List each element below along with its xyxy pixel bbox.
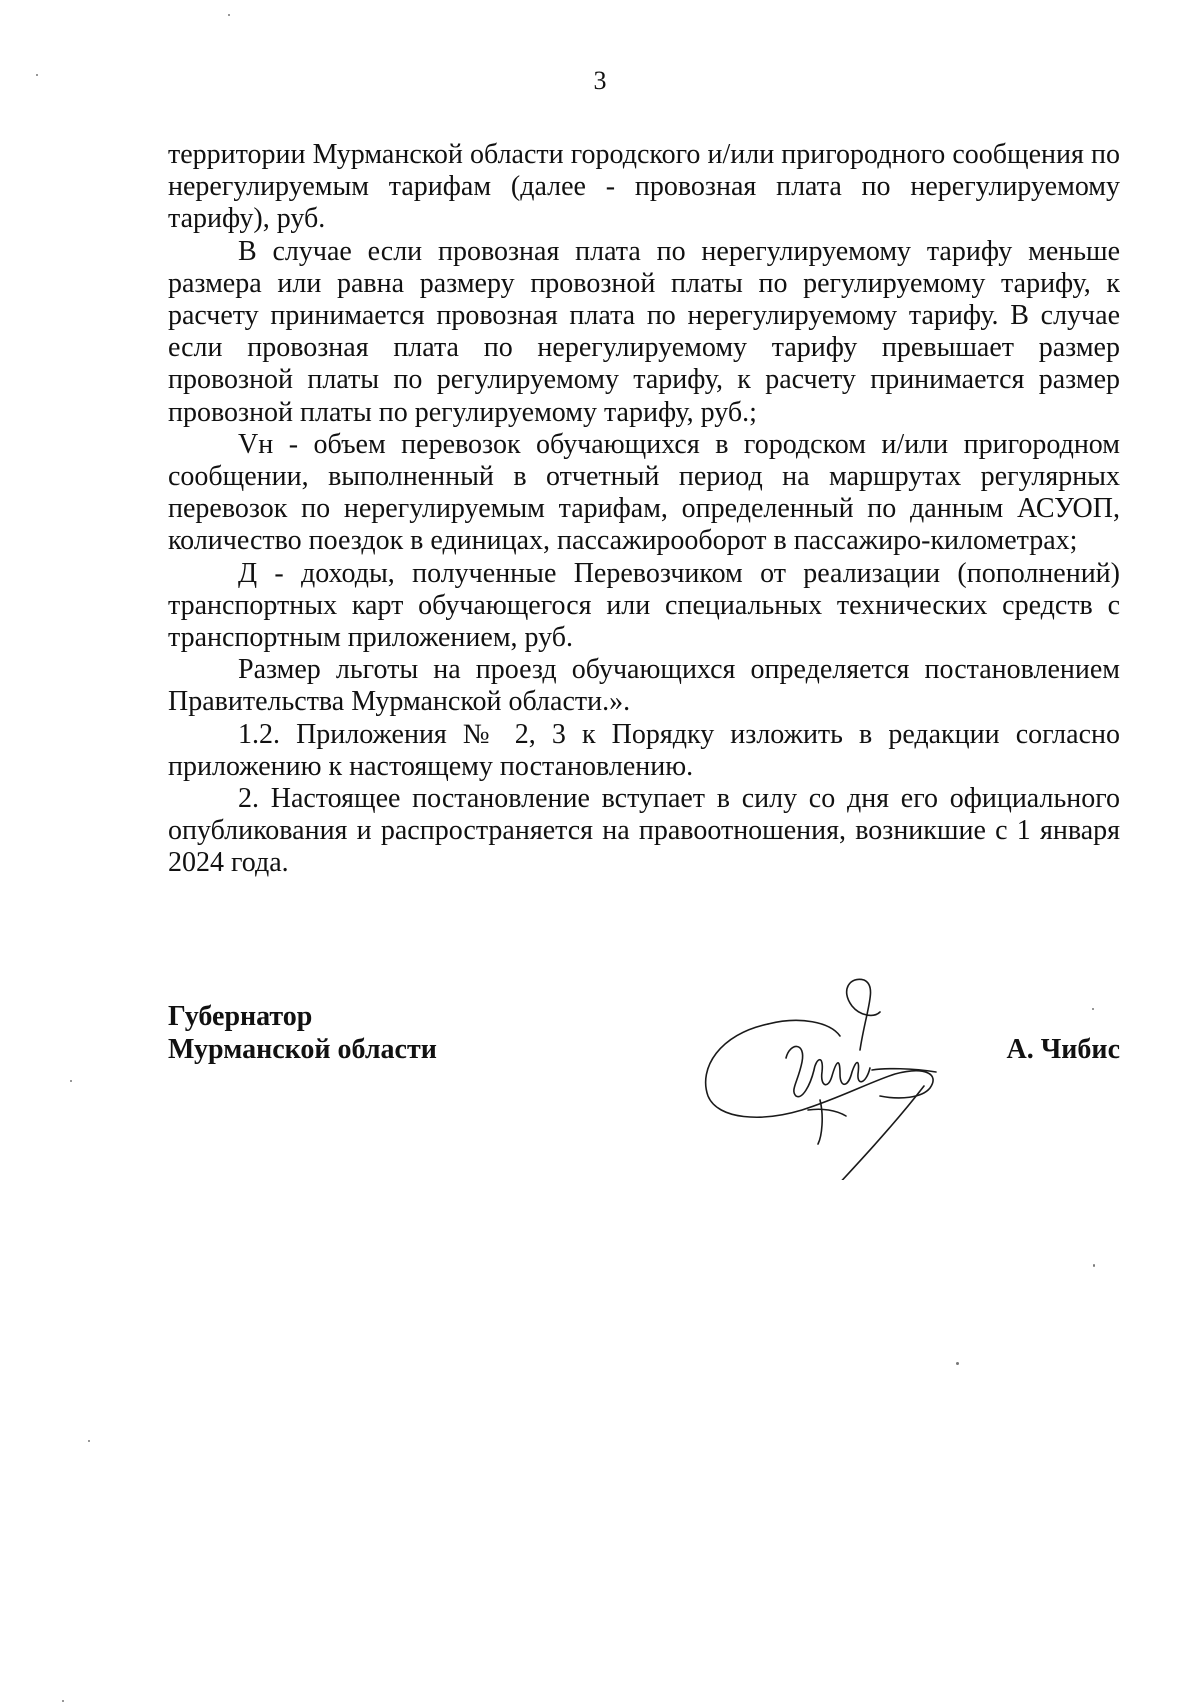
scan-speck — [62, 1700, 64, 1702]
signatory-title-line1: Губернатор — [168, 1001, 313, 1032]
scan-speck — [88, 1440, 90, 1442]
paragraph-clause-2: 2. Настоящее постановление вступает в силу со дня его официального опубликования и распространяется на правоотношения, возникшие с 1 января 2024 года. — [168, 783, 1120, 879]
paragraph-continuation: территории Мурманской области городского и/или пригородного сообщения по нерегулируемым тарифам (далее - провозная плата по нерегулируемому тарифу), руб. — [168, 139, 1120, 235]
document-body — [168, 139, 1120, 880]
signatory-name: А. Чибис — [1006, 1034, 1120, 1065]
handwritten-signature — [690, 950, 980, 1180]
paragraph-volume-definition: Vн - объем перевозок обучающихся в городском и/или пригородном сообщении, выполненный в отчетный период на маршрутах регулярных перевозок по нерегулируемым тарифам, определенный по данным АСУОП, количество поездок в единицах, пассажирооборот в пассажиро-километрах; — [168, 428, 1120, 557]
scan-speck — [1093, 1264, 1095, 1267]
scan-speck — [956, 1362, 959, 1365]
paragraph-income-definition: Д - доходы, полученные Перевозчиком от реализации (пополнений) транспортных карт обучающегося или специальных технических средств с транспортным приложением, руб. — [168, 557, 1120, 654]
scan-speck — [70, 1080, 72, 1082]
page-number: 3 — [593, 66, 607, 95]
scan-speck — [1092, 1008, 1094, 1010]
paragraph-clause-1-2: 1.2. Приложения № 2, 3 к Порядку изложить в редакции согласно приложению к настоящему постановлению. — [168, 718, 1120, 782]
paragraph-tariff-condition: В случае если провозная плата по нерегулируемому тарифу меньше размера или равна размеру провозной платы по регулируемому тарифу, к расчету принимается провозная плата по нерегулируемому тарифу. В случае если провозная плата по нерегулируемому тарифу превышает размер провозной платы по регулируемому тарифу, к расчету принимается размер провозной платы по регулируемому тарифу, руб.; — [168, 235, 1120, 428]
paragraph-benefit-size: Размер льготы на проезд обучающихся определяется постановлением Правительства Мурманской области.». — [168, 654, 1120, 718]
signatory-title-line2: Мурманской области — [168, 1034, 437, 1065]
scan-speck — [228, 14, 230, 16]
scan-speck — [36, 74, 38, 76]
